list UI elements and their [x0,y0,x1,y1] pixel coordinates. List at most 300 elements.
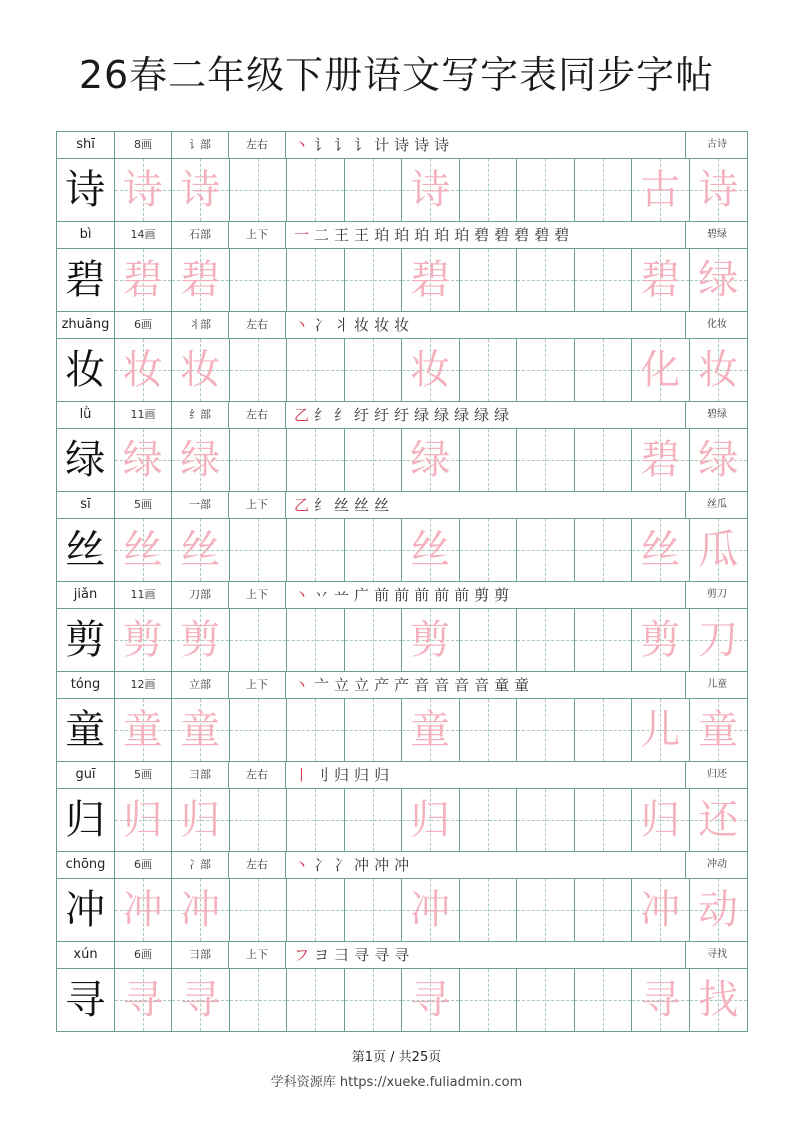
character-entry [57,402,747,492]
stroke-count: 8画 [115,132,172,158]
practice-cell[interactable] [517,699,575,761]
word-trace-character: 妆 [698,347,739,393]
word-trace-character: 古 [640,167,681,213]
word-trace-character: 瓜 [698,527,739,573]
character-entry [57,222,747,312]
stroke-step: 音 [434,676,451,694]
model-character: 碧 [65,257,106,303]
radical-label: 刀部 [172,582,229,608]
practice-cell[interactable] [402,969,460,1031]
model-character: 冲 [65,887,106,933]
practice-cell[interactable] [690,879,748,941]
trace-character: 碧 [122,257,163,303]
practice-cell[interactable] [172,249,230,311]
character-entry [57,852,747,942]
trace-character: 丝 [410,527,451,573]
practice-cell[interactable] [632,159,690,221]
stroke-count: 6画 [115,852,172,878]
stroke-step: 音 [454,676,471,694]
practice-cell[interactable] [690,609,748,671]
practice-cell[interactable] [575,519,633,581]
writing-grid [57,789,747,852]
word-trace-character: 碧 [640,257,681,303]
stroke-step: 丶 [294,856,311,874]
pinyin-label: bì [57,222,115,248]
practice-cell[interactable] [575,789,633,851]
stroke-step: 绿 [414,406,431,424]
stroke-step: 一 [294,226,311,244]
practice-cell[interactable] [575,609,633,671]
word-trace-character: 找 [698,977,739,1023]
info-row [57,312,747,339]
stroke-step: 冫 [314,316,331,334]
pinyin-label: guī [57,762,115,788]
practice-cell[interactable] [230,609,288,671]
practice-cell[interactable] [287,519,345,581]
stroke-order [286,942,686,968]
stroke-step: 䒑 [334,586,351,604]
practice-cell[interactable] [517,969,575,1031]
practice-cell[interactable] [460,339,518,401]
practice-cell[interactable] [575,249,633,311]
source-site: 学科资源库 https://xueke.fuliadmin.com [270,1075,523,1090]
stroke-count: 11画 [115,582,172,608]
practice-cell[interactable] [172,609,230,671]
practice-cell[interactable] [575,699,633,761]
trace-character: 妆 [180,347,221,393]
example-word: 儿童 [707,679,727,690]
stroke-step: 寻 [394,946,411,964]
practice-cell[interactable] [230,519,288,581]
practice-cell[interactable] [402,339,460,401]
practice-cell[interactable] [345,609,403,671]
writing-grid [57,699,747,762]
practice-cell[interactable] [172,879,230,941]
pinyin-label: chōng [57,852,115,878]
stroke-step: 妆 [354,316,371,334]
practice-cell[interactable] [517,339,575,401]
stroke-order [286,582,686,608]
stroke-step: 珀 [394,226,411,244]
radical-label: 一部 [172,492,229,518]
stroke-step: 剪 [474,586,491,604]
model-character-cell [57,159,115,221]
stroke-order [286,132,686,158]
practice-cell[interactable] [230,789,288,851]
practice-cell[interactable] [115,339,173,401]
practice-cell[interactable] [402,609,460,671]
practice-cell[interactable] [402,429,460,491]
practice-cell[interactable] [115,609,173,671]
trace-character: 冲 [122,887,163,933]
trace-character: 妆 [410,347,451,393]
practice-cell[interactable] [632,339,690,401]
practice-cell[interactable] [575,429,633,491]
radical-label: 丬部 [172,312,229,338]
example-word: 碧绿 [707,229,727,240]
word-trace-character: 冲 [640,887,681,933]
structure-label: 上下 [229,222,286,248]
practice-cell[interactable] [345,429,403,491]
practice-cell[interactable] [172,159,230,221]
writing-grid [57,429,747,492]
stroke-step: 归 [354,766,371,784]
practice-cell[interactable] [402,159,460,221]
model-character: 诗 [65,167,106,213]
trace-character: 碧 [180,257,221,303]
model-character: 绿 [65,437,106,483]
model-character-cell [57,249,115,311]
practice-cell[interactable] [115,789,173,851]
structure-label: 左右 [229,852,286,878]
character-entry [57,942,747,1031]
practice-cell[interactable] [517,429,575,491]
stroke-order [286,402,686,428]
example-word: 丝瓜 [707,499,727,510]
stroke-step: 珀 [434,226,451,244]
info-row [57,672,747,699]
stroke-step: 绿 [434,406,451,424]
practice-cell[interactable] [460,789,518,851]
trace-character: 诗 [410,167,451,213]
trace-character: 绿 [410,437,451,483]
practice-cell[interactable] [115,159,173,221]
word-trace-character: 诗 [698,167,739,213]
stroke-step: 碧 [534,226,551,244]
stroke-step: 前 [414,586,431,604]
model-character-cell [57,789,115,851]
practice-cell[interactable] [632,429,690,491]
practice-cell[interactable] [230,429,288,491]
stroke-step: 广 [354,586,371,604]
stroke-step: 丝 [334,496,351,514]
stroke-step: 绿 [474,406,491,424]
pinyin-label: shī [57,132,115,158]
practice-cell[interactable] [632,879,690,941]
model-character-cell [57,969,115,1031]
practice-cell[interactable] [172,339,230,401]
practice-sheet [56,131,748,1032]
stroke-step: 丶 [294,586,311,604]
practice-cell[interactable] [115,879,173,941]
word-trace-character: 绿 [698,437,739,483]
practice-cell[interactable] [632,609,690,671]
stroke-count: 5画 [115,492,172,518]
practice-cell[interactable] [517,879,575,941]
practice-cell[interactable] [632,969,690,1031]
practice-cell[interactable] [115,699,173,761]
stroke-step: 丨 [294,766,311,784]
writing-grid [57,249,747,312]
writing-grid [57,159,747,222]
practice-cell[interactable] [345,969,403,1031]
writing-grid [57,339,747,402]
word-trace-character: 儿 [640,707,681,753]
stroke-step: 珀 [374,226,391,244]
stroke-step: 纡 [394,406,411,424]
practice-cell[interactable] [230,969,288,1031]
structure-label: 左右 [229,762,286,788]
practice-cell[interactable] [287,879,345,941]
info-row [57,942,747,969]
practice-cell[interactable] [230,339,288,401]
trace-character: 归 [410,797,451,843]
practice-cell[interactable] [287,339,345,401]
stroke-step: 音 [474,676,491,694]
stroke-step: 讠 [354,136,371,154]
stroke-step: 纟 [334,406,351,424]
practice-cell[interactable] [517,249,575,311]
practice-cell[interactable] [345,339,403,401]
stroke-step: 归 [374,766,391,784]
stroke-count: 5画 [115,762,172,788]
stroke-step: 丶 [294,136,311,154]
character-entry [57,582,747,672]
stroke-order [286,492,686,518]
stroke-count: 12画 [115,672,172,698]
practice-cell[interactable] [402,249,460,311]
pinyin-label: jiǎn [57,582,115,608]
stroke-step: 讠 [314,136,331,154]
practice-cell[interactable] [632,249,690,311]
model-character-cell [57,429,115,491]
stroke-step: 立 [334,676,351,694]
stroke-step: 诗 [434,136,451,154]
model-character: 归 [65,797,106,843]
practice-cell[interactable] [575,879,633,941]
model-character-cell [57,519,115,581]
practice-cell[interactable] [230,879,288,941]
stroke-step: 产 [394,676,411,694]
practice-cell[interactable] [402,519,460,581]
stroke-order [286,222,686,248]
stroke-step: 前 [454,586,471,604]
structure-label: 上下 [229,582,286,608]
stroke-step: 二 [314,226,331,244]
practice-cell[interactable] [575,339,633,401]
practice-cell[interactable] [287,609,345,671]
info-row [57,762,747,789]
radical-label: 彐部 [172,942,229,968]
stroke-step: 碧 [494,226,511,244]
practice-cell[interactable] [115,429,173,491]
writing-grid [57,879,747,942]
pinyin-label: sī [57,492,115,518]
pinyin-label: tóng [57,672,115,698]
practice-cell[interactable] [115,249,173,311]
practice-cell[interactable] [460,879,518,941]
radical-label: 纟部 [172,402,229,428]
stroke-count: 14画 [115,222,172,248]
practice-cell[interactable] [345,789,403,851]
practice-cell[interactable] [287,699,345,761]
practice-cell[interactable] [632,789,690,851]
trace-character: 剪 [122,617,163,663]
stroke-step: 冲 [374,856,391,874]
writing-grid [57,969,747,1031]
info-row [57,852,747,879]
radical-label: 石部 [172,222,229,248]
model-character-cell [57,339,115,401]
practice-cell[interactable] [690,429,748,491]
stroke-step: 乙 [294,496,311,514]
stroke-step: 丝 [354,496,371,514]
info-row [57,132,747,159]
trace-character: 绿 [122,437,163,483]
stroke-step: 前 [374,586,391,604]
practice-cell[interactable] [460,609,518,671]
stroke-step: 童 [494,676,511,694]
stroke-step: 王 [334,226,351,244]
practice-cell[interactable] [287,969,345,1031]
practice-cell[interactable] [345,249,403,311]
practice-cell[interactable] [575,969,633,1031]
stroke-step: 讠 [334,136,351,154]
model-character-cell [57,699,115,761]
structure-label: 左右 [229,402,286,428]
practice-cell[interactable] [345,519,403,581]
trace-character: 冲 [180,887,221,933]
stroke-step: 碧 [514,226,531,244]
stroke-step: 寻 [354,946,371,964]
pinyin-label: lǜ [57,402,115,428]
stroke-count: 11画 [115,402,172,428]
stroke-step: 丶 [294,316,311,334]
model-character-cell [57,879,115,941]
stroke-step: 丶 [294,676,311,694]
stroke-step: 妆 [394,316,411,334]
character-entry [57,672,747,762]
trace-character: 碧 [410,257,451,303]
practice-cell[interactable] [690,969,748,1031]
practice-cell[interactable] [460,519,518,581]
practice-cell[interactable] [402,789,460,851]
practice-cell[interactable] [460,159,518,221]
practice-cell[interactable] [517,609,575,671]
practice-cell[interactable] [690,789,748,851]
example-word: 化妆 [707,319,727,330]
trace-character: 童 [180,707,221,753]
practice-cell[interactable] [517,159,575,221]
model-character: 童 [65,707,106,753]
practice-cell[interactable] [345,699,403,761]
model-character: 丝 [65,527,106,573]
practice-cell[interactable] [172,789,230,851]
practice-cell[interactable] [460,249,518,311]
practice-cell[interactable] [345,879,403,941]
character-entry [57,762,747,852]
writing-grid [57,519,747,582]
stroke-step: 产 [374,676,391,694]
practice-cell[interactable] [690,339,748,401]
practice-cell[interactable] [690,519,748,581]
practice-cell[interactable] [172,429,230,491]
info-row [57,222,747,249]
example-word: 寻找 [707,949,727,960]
stroke-step: 纟 [314,496,331,514]
practice-cell[interactable] [575,159,633,221]
stroke-count: 6画 [115,312,172,338]
word-trace-character: 剪 [640,617,681,663]
practice-cell[interactable] [172,969,230,1031]
stroke-step: 冲 [354,856,371,874]
structure-label: 上下 [229,672,286,698]
stroke-step: 纟 [314,406,331,424]
trace-character: 寻 [122,977,163,1023]
practice-cell[interactable] [402,699,460,761]
example-word: 冲动 [707,859,727,870]
model-character: 妆 [65,347,106,393]
stroke-step: 绿 [494,406,511,424]
practice-cell[interactable] [345,159,403,221]
stroke-step: 剪 [494,586,511,604]
trace-character: 寻 [410,977,451,1023]
stroke-count: 6画 [115,942,172,968]
character-entry [57,312,747,402]
practice-cell[interactable] [287,429,345,491]
structure-label: 左右 [229,132,286,158]
practice-cell[interactable] [287,249,345,311]
trace-character: 寻 [180,977,221,1023]
stroke-step: 立 [354,676,371,694]
info-row [57,402,747,429]
stroke-step: 纡 [354,406,371,424]
practice-cell[interactable] [172,519,230,581]
stroke-step: 冲 [394,856,411,874]
word-trace-character: 寻 [640,977,681,1023]
radical-label: 冫部 [172,852,229,878]
practice-cell[interactable] [287,789,345,851]
practice-cell[interactable] [402,879,460,941]
stroke-order [286,762,686,788]
trace-character: 诗 [122,167,163,213]
practice-cell[interactable] [230,699,288,761]
practice-cell[interactable] [690,699,748,761]
practice-cell[interactable] [115,519,173,581]
stroke-step: 刂 [314,766,331,784]
practice-cell[interactable] [632,699,690,761]
trace-character: 诗 [180,167,221,213]
practice-cell[interactable] [115,969,173,1031]
practice-cell[interactable] [632,519,690,581]
pinyin-label: xún [57,942,115,968]
model-character: 剪 [65,617,106,663]
practice-cell[interactable] [460,699,518,761]
trace-character: 剪 [410,617,451,663]
character-entry [57,492,747,582]
practice-cell[interactable] [230,249,288,311]
practice-cell[interactable] [517,519,575,581]
practice-cell[interactable] [460,429,518,491]
pinyin-label: zhuāng [57,312,115,338]
practice-cell[interactable] [690,249,748,311]
radical-label: 讠部 [172,132,229,158]
trace-character: 绿 [180,437,221,483]
radical-label: 彐部 [172,762,229,788]
word-trace-character: 动 [698,887,739,933]
stroke-step: 亠 [314,676,331,694]
practice-cell[interactable] [287,159,345,221]
stroke-step: 诗 [414,136,431,154]
practice-cell[interactable] [230,159,288,221]
stroke-step: 寻 [374,946,391,964]
practice-cell[interactable] [460,969,518,1031]
example-word: 古诗 [707,139,727,150]
practice-cell[interactable] [690,159,748,221]
practice-cell[interactable] [517,789,575,851]
word-trace-character: 化 [640,347,681,393]
practice-cell[interactable] [172,699,230,761]
